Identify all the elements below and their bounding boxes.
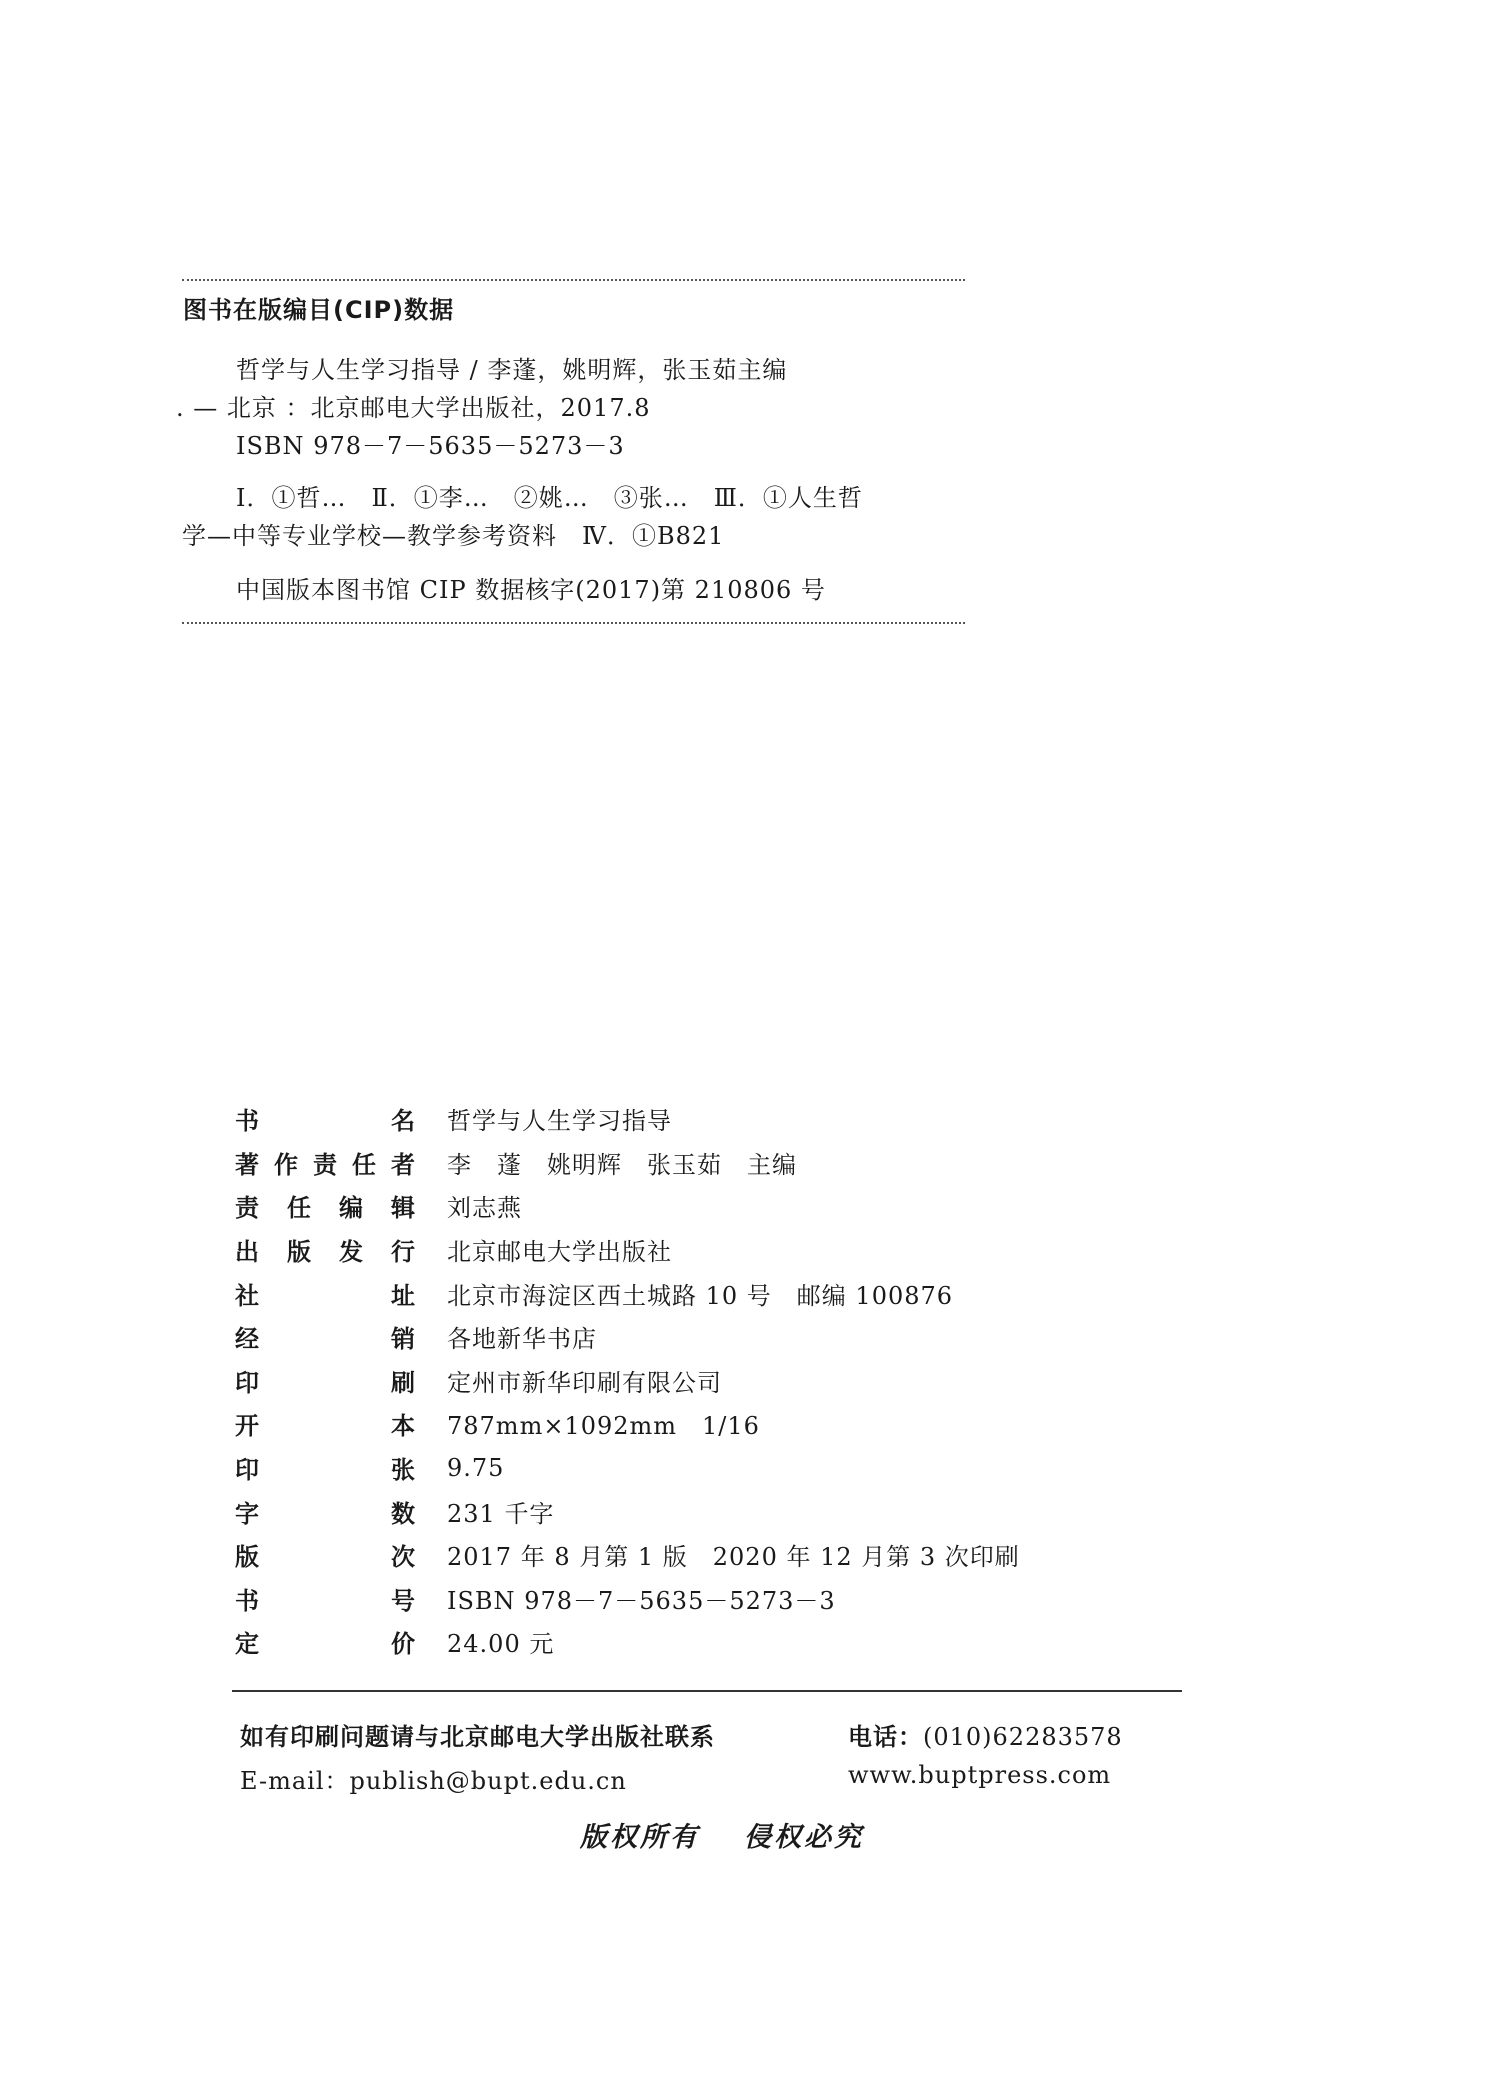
cip-subject-line-1: Ⅰ．①哲… Ⅱ．①李… ②姚… ③张… Ⅲ．①人生哲 xyxy=(236,484,863,512)
info-row-price xyxy=(235,1620,1020,1664)
contact-website[interactable]: www.buptpress.com xyxy=(848,1761,1112,1789)
info-label: 责 任 编 辑 xyxy=(235,1194,415,1223)
copyright-notice xyxy=(580,1815,864,1854)
info-row-format xyxy=(235,1402,1020,1446)
cip-subject-line-2: 学—中等专业学校—教学参考资料 Ⅳ．①B821 xyxy=(182,522,725,550)
info-label: 经 销 xyxy=(235,1325,415,1354)
cip-title-line: 哲学与人生学习指导 / 李蓬，姚明辉，张玉茹主编 xyxy=(236,356,788,384)
info-value: 刘志燕 xyxy=(447,1194,522,1223)
copyright-right: 侵权必究 xyxy=(744,1822,864,1853)
info-value: 北京邮电大学出版社 xyxy=(447,1238,672,1267)
info-label: 定 价 xyxy=(235,1630,415,1659)
info-row-edition xyxy=(235,1533,1020,1577)
info-label: 印 刷 xyxy=(235,1368,415,1397)
info-label: 印 张 xyxy=(235,1456,415,1485)
contact-divider xyxy=(232,1690,1182,1692)
contact-email[interactable]: E-mail：publish@bupt.edu.cn xyxy=(240,1767,627,1795)
info-value: 231 千字 xyxy=(447,1499,555,1528)
info-label: 开 本 xyxy=(235,1412,415,1441)
info-label: 版 次 xyxy=(235,1543,415,1572)
cip-number-line: 中国版本图书馆 CIP 数据核字(2017)第 210806 号 xyxy=(236,576,826,604)
copyright-left: 版权所有 xyxy=(580,1822,700,1853)
info-value: 9.75 xyxy=(447,1453,505,1482)
cip-publisher-line: . — 北京 ：北京邮电大学出版社，2017.8 xyxy=(176,394,651,422)
info-label: 著 作 责 任 者 xyxy=(235,1150,415,1179)
info-value: 各地新华书店 xyxy=(447,1325,597,1354)
info-value: 哲学与人生学习指导 xyxy=(447,1107,672,1136)
cip-bottom-divider xyxy=(182,622,965,624)
phone-label: 电话： xyxy=(848,1723,923,1751)
phone-number: (010)62283578 xyxy=(923,1723,1123,1751)
info-value: 24.00 元 xyxy=(447,1630,555,1659)
contact-notice: 如有印刷问题请与北京邮电大学出版社联系 xyxy=(240,1723,715,1751)
info-value: 定州市新华印刷有限公司 xyxy=(447,1368,722,1397)
info-row-address xyxy=(235,1271,1020,1315)
cip-top-divider xyxy=(182,279,965,281)
info-value: 李 蓬 姚明辉 张玉茹 主编 xyxy=(447,1150,797,1179)
info-value: 北京市海淀区西土城路 10 号 邮编 100876 xyxy=(447,1281,954,1310)
info-label: 字 数 xyxy=(235,1499,415,1528)
info-value: 2017 年 8 月第 1 版 2020 年 12 月第 3 次印刷 xyxy=(447,1543,1020,1572)
info-row-distributor xyxy=(235,1315,1020,1359)
info-row-printer xyxy=(235,1359,1020,1403)
contact-phone xyxy=(848,1717,1123,1752)
info-row-word-count xyxy=(235,1489,1020,1533)
cip-heading: 图书在版编目(CIP)数据 xyxy=(183,296,455,324)
info-row-authors xyxy=(235,1141,1020,1185)
cip-isbn-line: ISBN 978－7－5635－5273－3 xyxy=(236,432,625,460)
info-value: ISBN 978－7－5635－5273－3 xyxy=(447,1586,836,1615)
info-row-editor xyxy=(235,1184,1020,1228)
info-label: 书 名 xyxy=(235,1107,415,1136)
info-row-sheets xyxy=(235,1446,1020,1490)
book-info-table xyxy=(235,1097,1020,1664)
info-row-publisher xyxy=(235,1228,1020,1272)
info-label: 出 版 发 行 xyxy=(235,1238,415,1267)
info-row-title xyxy=(235,1097,1020,1141)
info-row-isbn xyxy=(235,1577,1020,1621)
info-value: 787mm×1092mm 1/16 xyxy=(447,1412,760,1441)
info-label: 社 址 xyxy=(235,1281,415,1310)
info-label: 书 号 xyxy=(235,1586,415,1615)
